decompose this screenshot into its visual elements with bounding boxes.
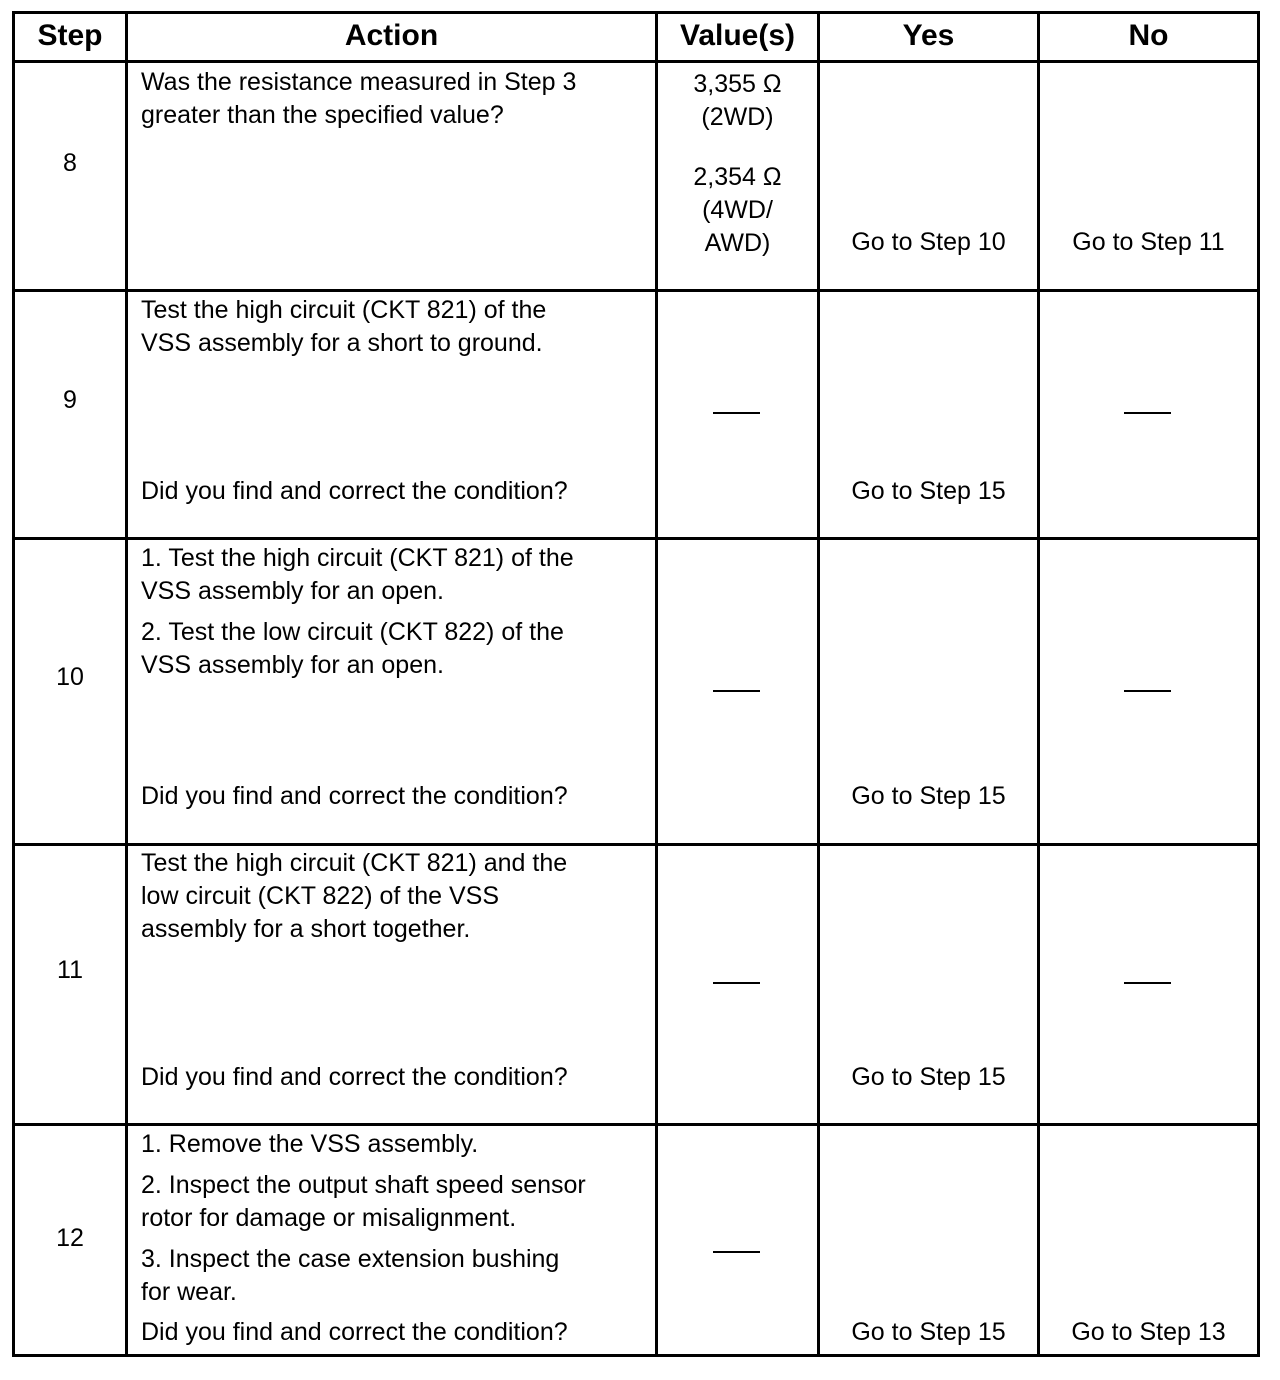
yes-action: Go to Step 15 — [851, 477, 1006, 505]
empty-no-dash — [1124, 690, 1171, 692]
header-step: Step — [37, 19, 103, 52]
empty-no-dash — [1124, 412, 1171, 414]
yes-action: Go to Step 10 — [851, 228, 1006, 256]
yes-action: Go to Step 15 — [851, 1318, 1006, 1346]
row-divider — [15, 60, 1257, 63]
empty-value-dash — [713, 982, 760, 984]
question-text: Did you find and correct the condition? — [141, 477, 568, 505]
row-divider — [15, 843, 1257, 846]
step-number: 9 — [63, 386, 77, 414]
column-divider — [125, 14, 128, 1354]
action-list — [141, 1128, 651, 1309]
question-text: Did you find and correct the condition? — [141, 1318, 568, 1346]
list-item: 2. Test the low circuit (CKT 822) of the VSS assembly for an open. — [141, 618, 564, 679]
action-text: Test the high circuit (CKT 821) of the VSS assembly for a short to ground. — [141, 296, 547, 357]
row-divider — [15, 537, 1257, 540]
yes-action: Go to Step 15 — [851, 782, 1006, 810]
yes-action: Go to Step 15 — [851, 1063, 1006, 1091]
question-text: Did you find and correct the condition? — [141, 782, 568, 810]
empty-value-dash — [713, 1251, 760, 1253]
question-text: Did you find and correct the condition? — [141, 1063, 568, 1091]
row-divider — [15, 1123, 1257, 1126]
header-yes: Yes — [902, 19, 955, 52]
empty-value-dash — [713, 412, 760, 414]
action-text: Was the resistance measured in Step 3 greater than the specified value? — [141, 68, 577, 129]
header-values: Value(s) — [679, 19, 796, 52]
step-number: 12 — [56, 1224, 84, 1252]
column-divider — [1037, 14, 1040, 1354]
list-item: 1. Remove the VSS assembly. — [141, 1130, 479, 1158]
row-divider — [15, 289, 1257, 292]
no-action: Go to Step 11 — [1072, 228, 1225, 256]
header-action: Action — [344, 19, 439, 52]
step-number: 10 — [56, 663, 84, 691]
list-item: 1. Test the high circuit (CKT 821) of the VSS assembly for an open. — [141, 544, 574, 605]
empty-value-dash — [713, 690, 760, 692]
step-number: 11 — [57, 956, 83, 984]
action-text: Test the high circuit (CKT 821) and the low circuit (CKT 822) of the VSS assembly for a short together. — [141, 849, 568, 943]
value-text: 3,355 Ω (2WD) 2,354 Ω (4WD/ AWD) — [693, 70, 782, 257]
no-action: Go to Step 13 — [1071, 1318, 1226, 1346]
header-no: No — [1128, 19, 1169, 52]
column-divider — [817, 14, 820, 1354]
action-list — [141, 542, 651, 682]
step-number: 8 — [63, 149, 77, 177]
list-item: 2. Inspect the output shaft speed sensor rotor for damage or misalignment. — [141, 1171, 586, 1232]
empty-no-dash — [1124, 982, 1171, 984]
list-item: 3. Inspect the case extension bushing for wear. — [141, 1245, 560, 1306]
